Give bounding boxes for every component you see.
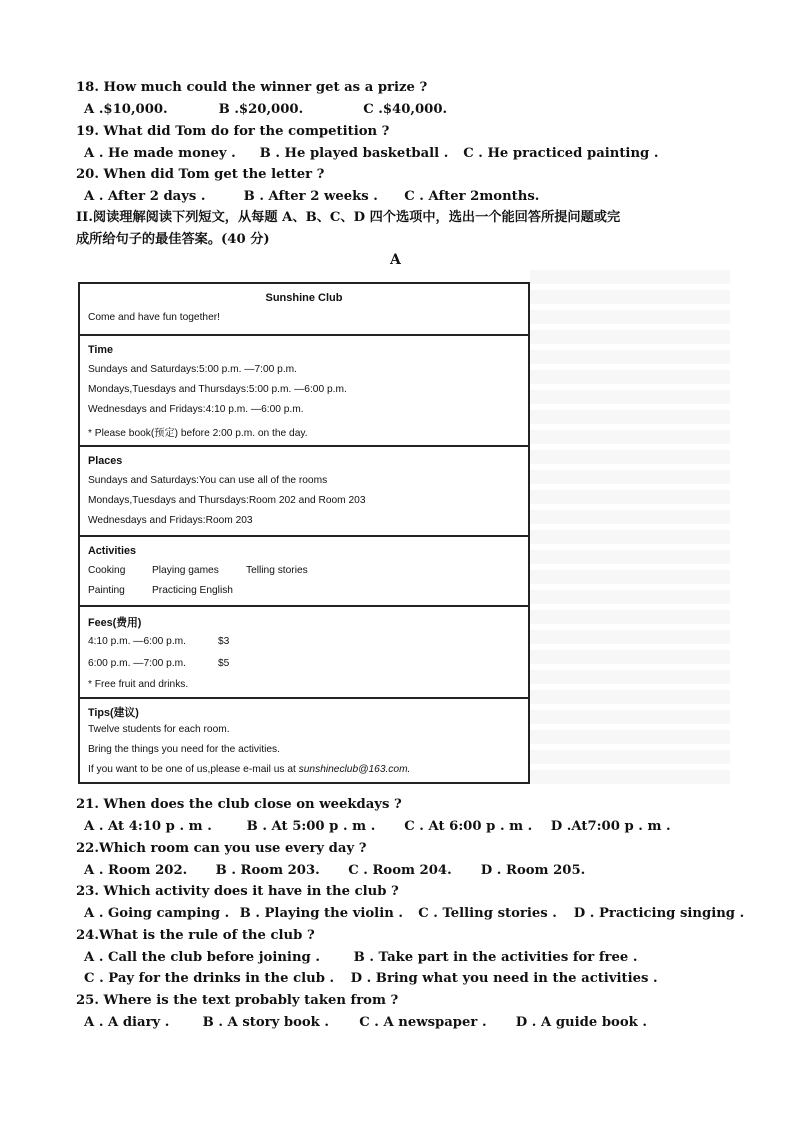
notice-title-section — [80, 284, 528, 336]
tips-email-line — [88, 764, 410, 775]
activities-heading: Activities — [88, 545, 137, 557]
activity-playing-games: Playing games — [152, 565, 219, 576]
question-25: 25. Where is the text probably taken from ? — [76, 993, 399, 1008]
activity-painting: Painting — [88, 585, 125, 596]
time-section — [80, 336, 528, 447]
places-heading: Places — [88, 455, 123, 467]
option-a[interactable]: A . He made money . — [84, 146, 236, 161]
section-2-line-1: II.阅读理解阅读下列短文，从每题 A、B、C、D 四个选项中，选出一个能回答所提问题或完 — [76, 210, 621, 225]
club-title: Sunshine Club — [265, 292, 343, 304]
question-21-options — [84, 818, 671, 836]
booking-note: * Please book(预定) before 2:00 p.m. on the day. — [88, 428, 308, 439]
question-23-options — [84, 905, 744, 923]
option-b[interactable]: B . After 2 weeks . — [243, 189, 378, 204]
places-row: Sundays and Saturdays:You can use all of the rooms — [88, 475, 328, 486]
question-18-options — [84, 101, 447, 119]
tips-row: Twelve students for each room. — [88, 724, 230, 735]
club-intro: Come and have fun together! — [88, 312, 220, 323]
option-c[interactable]: C . Room 204. — [348, 863, 452, 878]
tips-section — [80, 699, 528, 782]
fee-note: * Free fruit and drinks. — [88, 679, 189, 690]
option-c[interactable]: C . He practiced painting . — [463, 146, 659, 161]
places-row: Mondays,Tuesdays and Thursdays:Room 202 and Room 203 — [88, 495, 366, 506]
question-21: 21. When does the club close on weekdays ? — [76, 797, 402, 812]
option-b[interactable]: B . Room 203. — [215, 863, 320, 878]
question-23: 23. Which activity does it have in the club ? — [76, 884, 399, 899]
fee-price: $3 — [218, 636, 230, 647]
places-row: Wednesdays and Fridays:Room 203 — [88, 515, 253, 526]
activity-cooking: Cooking — [88, 565, 126, 576]
option-a[interactable]: A . Going camping . — [84, 906, 230, 921]
passage-label: A — [390, 252, 401, 268]
fee-time: 6:00 p.m. —7:00 p.m. — [88, 658, 186, 669]
fee-time: 4:10 p.m. —6:00 p.m. — [88, 636, 186, 647]
sunshine-club-notice — [78, 282, 530, 784]
question-24-options-row-1 — [84, 949, 637, 967]
option-b[interactable]: B . Playing the violin . — [239, 906, 403, 921]
question-22: 22.Which room can you use every day ? — [76, 841, 367, 856]
question-25-options — [84, 1014, 647, 1032]
option-d[interactable]: D . Practicing singing . — [573, 906, 745, 921]
option-d[interactable]: D . Bring what you need in the activities . — [350, 971, 658, 986]
fees-section — [80, 607, 528, 699]
option-b[interactable]: B . Take part in the activities for free . — [353, 950, 638, 965]
activity-practicing-english: Practicing English — [152, 585, 233, 596]
option-c[interactable]: C .$40,000. — [363, 102, 448, 117]
option-b[interactable]: B . A story book . — [202, 1015, 329, 1030]
question-22-options — [84, 862, 585, 880]
tips-heading: Tips(建议) — [88, 707, 139, 719]
question-19: 19. What did Tom do for the competition ? — [76, 124, 390, 139]
option-a[interactable]: A . After 2 days . — [84, 189, 206, 204]
fee-price: $5 — [218, 658, 230, 669]
time-row: Sundays and Saturdays:5:00 p.m. —7:00 p.m. — [88, 364, 297, 375]
places-section — [80, 447, 528, 537]
option-b[interactable]: B .$20,000. — [218, 102, 304, 117]
time-row: Wednesdays and Fridays:4:10 p.m. —6:00 p.m. — [88, 404, 304, 415]
question-24-options-row-2 — [84, 970, 658, 988]
activity-telling-stories: Telling stories — [246, 565, 308, 576]
option-b[interactable]: B . At 5:00 p . m . — [246, 819, 376, 834]
question-20: 20. When did Tom get the letter ? — [76, 167, 325, 182]
option-a[interactable]: A . At 4:10 p . m . — [84, 819, 212, 834]
activities-section — [80, 537, 528, 607]
option-d[interactable]: D . A guide book . — [515, 1015, 647, 1030]
fee-row — [88, 636, 229, 647]
option-a[interactable]: A .$10,000. — [84, 102, 168, 117]
option-b[interactable]: B . He played basketball . — [259, 146, 449, 161]
option-c[interactable]: C . Telling stories . — [418, 906, 557, 921]
fee-row — [88, 658, 229, 669]
activities-row-2 — [88, 585, 233, 596]
bleed-through-background — [530, 270, 730, 790]
option-a[interactable]: A . A diary . — [84, 1015, 170, 1030]
option-a[interactable]: A . Room 202. — [84, 863, 188, 878]
option-c[interactable]: C . At 6:00 p . m . — [404, 819, 533, 834]
email-link[interactable]: sunshineclub@163.com. — [298, 764, 411, 775]
time-row: Mondays,Tuesdays and Thursdays:5:00 p.m. —6:00 p.m. — [88, 384, 347, 395]
option-c[interactable]: C . A newspaper . — [359, 1015, 487, 1030]
option-d[interactable]: D .At7:00 p . m . — [550, 819, 671, 834]
activities-row-1 — [88, 565, 308, 576]
question-18: 18. How much could the winner get as a prize ? — [76, 80, 428, 95]
option-d[interactable]: D . Room 205. — [480, 863, 586, 878]
question-24: 24.What is the rule of the club ? — [76, 928, 315, 943]
question-20-options — [84, 188, 539, 206]
question-19-options — [84, 145, 658, 163]
tips-email-prefix: If you want to be one of us,please e-mail us at — [88, 764, 299, 775]
section-2-line-2: 成所给句子的最佳答案。(40 分) — [76, 232, 270, 247]
option-c[interactable]: C . After 2months. — [404, 189, 540, 204]
option-a[interactable]: A . Call the club before joining . — [84, 950, 320, 965]
tips-row: Bring the things you need for the activities. — [88, 744, 280, 755]
time-heading: Time — [88, 344, 114, 356]
section-2-instructions — [76, 207, 726, 251]
option-c[interactable]: C . Pay for the drinks in the club . — [84, 971, 335, 986]
fees-heading: Fees(费用) — [88, 617, 142, 629]
